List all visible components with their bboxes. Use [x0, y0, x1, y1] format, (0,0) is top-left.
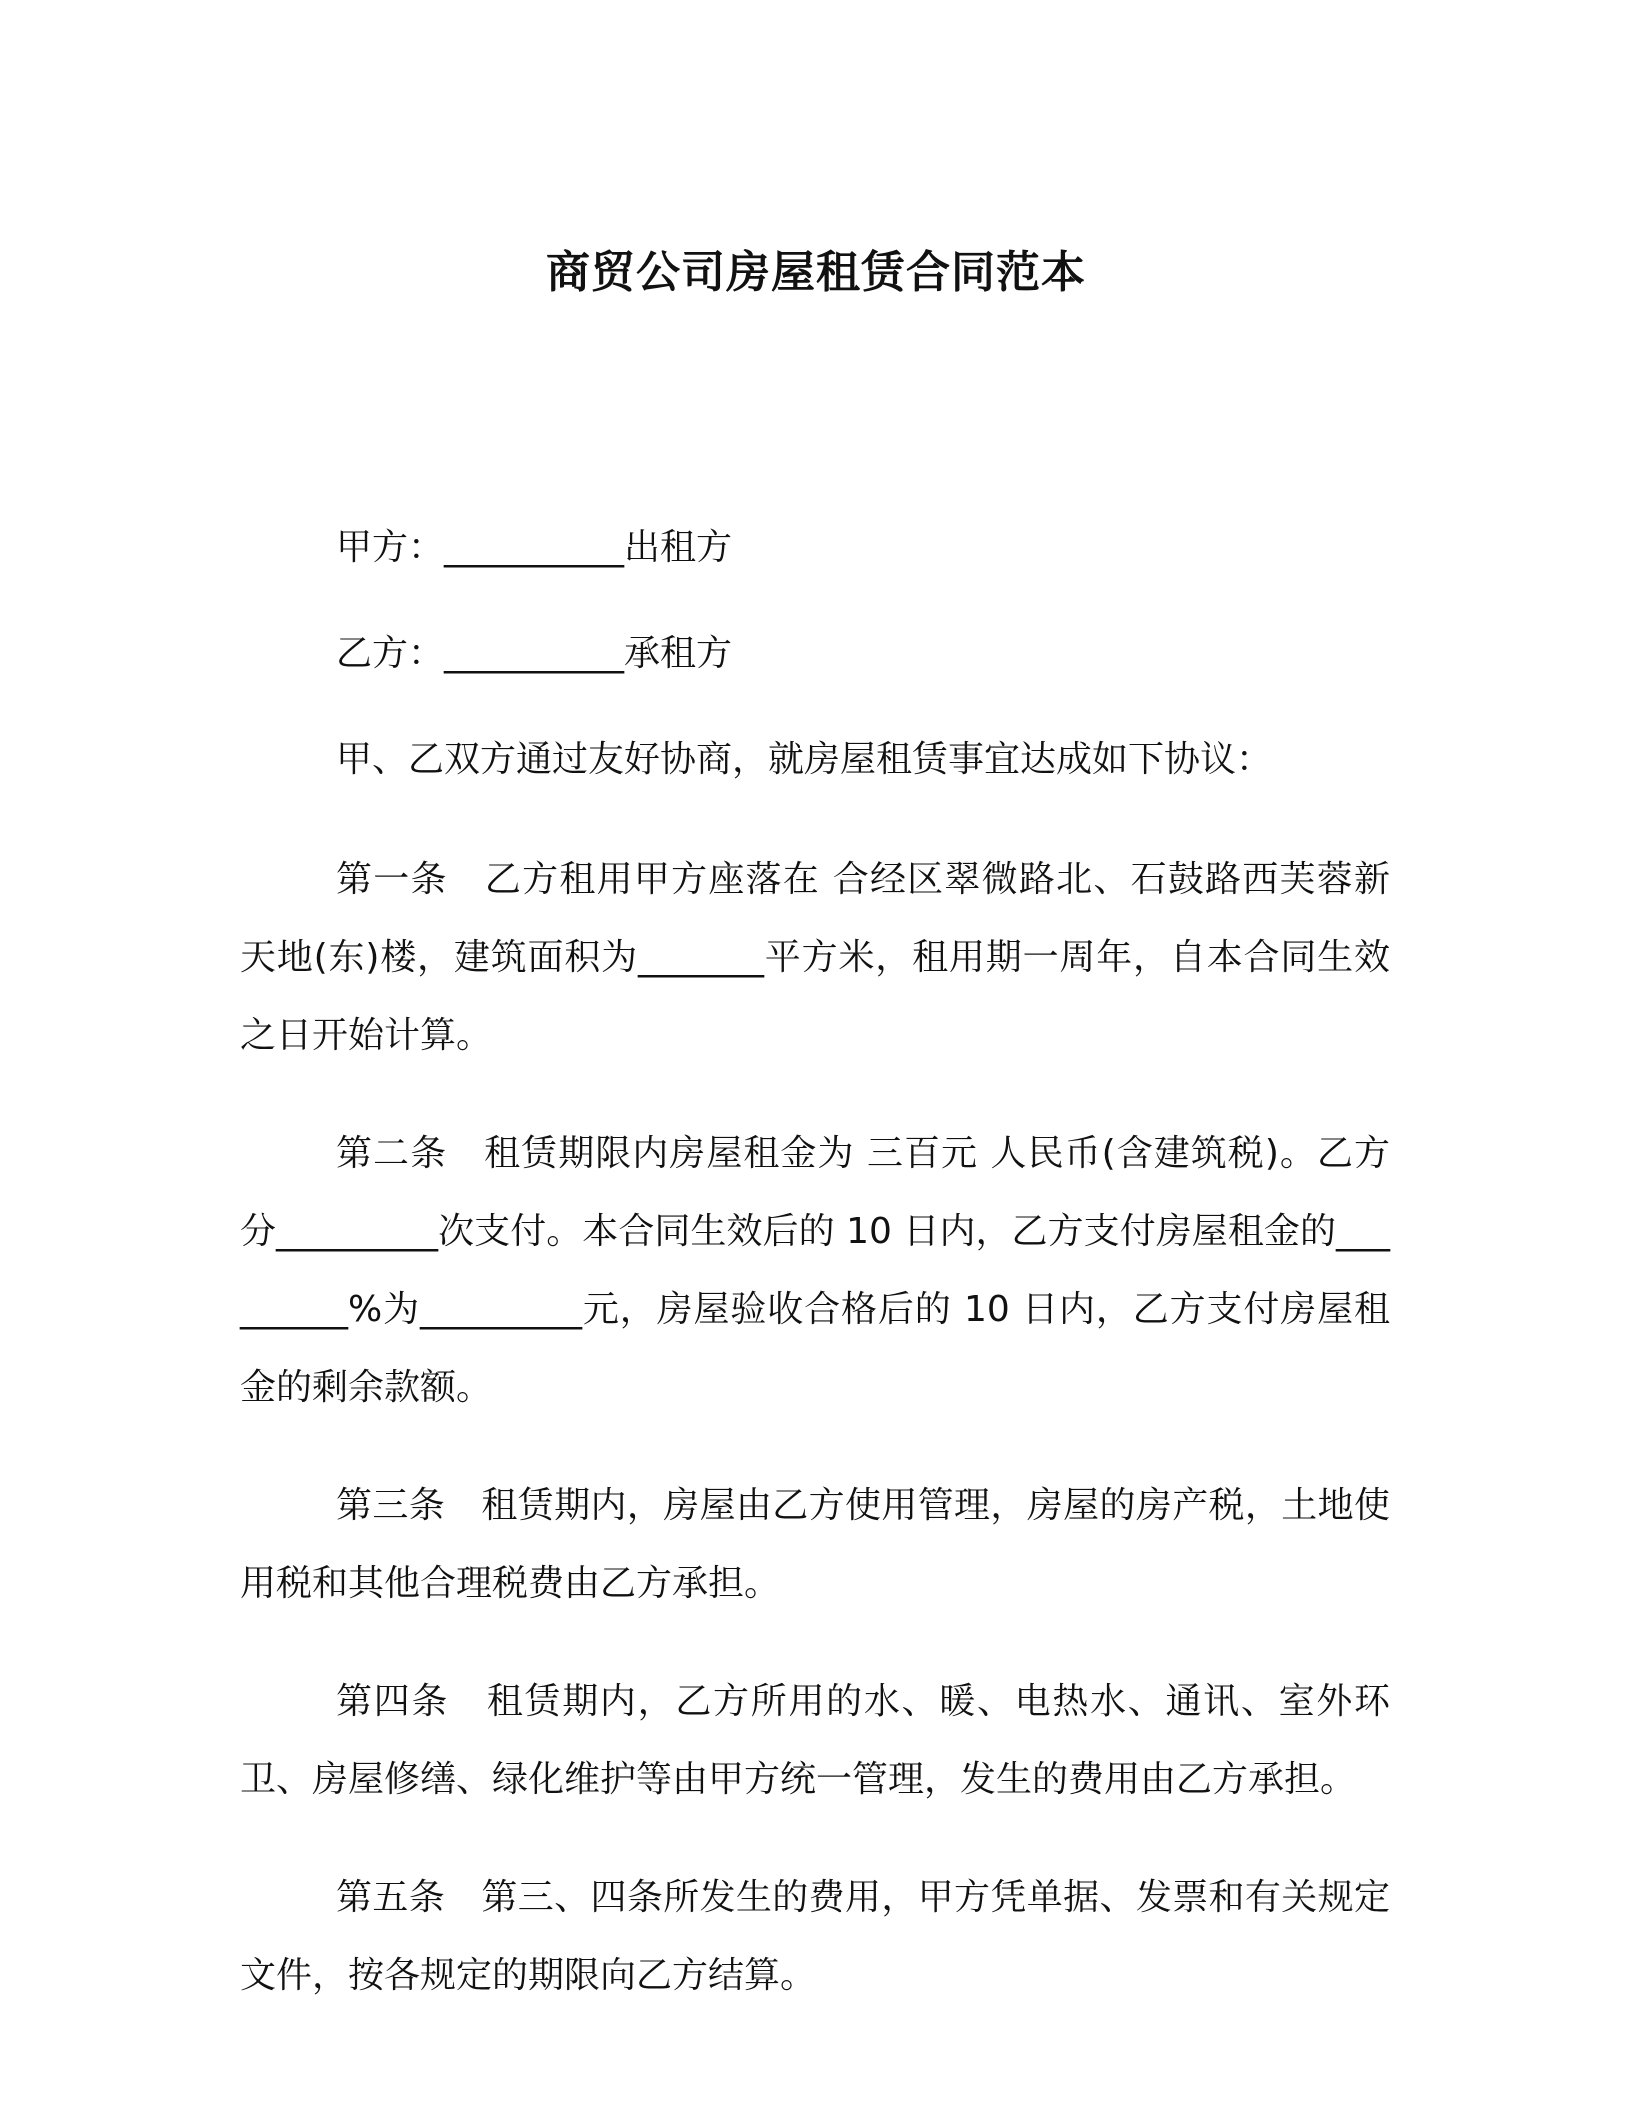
article-2: 第二条 租赁期限内房屋租金为 三百元 人民币(含建筑税)。乙方分_________次支付。本合同生效后的 10 日内，乙方支付房屋租金的_________%为_________元，房屋验收合格后的 10 日内，乙方支付房屋租金的剩余款额。 — [240, 1133, 1390, 1408]
document-body — [240, 495, 1390, 2015]
article-1: 第一条 乙方租用甲方座落在 合经区翠微路北、石鼓路西芙蓉新天地(东)楼，建筑面积为_______平方米，租用期一周年，自本合同生效之日开始计算。 — [240, 859, 1390, 1056]
intro-paragraph: 甲、乙双方通过友好协商，就房屋租赁事宜达成如下协议： — [336, 739, 1273, 780]
article-5: 第五条 第三、四条所发生的费用，甲方凭单据、发票和有关规定文件，按各规定的期限向乙方结算。 — [240, 1877, 1390, 1996]
article-4: 第四条 租赁期内，乙方所用的水、暖、电热水、通讯、室外环卫、房屋修缮、绿化维护等由甲方统一管理，发生的费用由乙方承担。 — [240, 1681, 1390, 1800]
party-a-line: 甲方：__________出租方 — [336, 527, 733, 568]
article-3: 第三条 租赁期内，房屋由乙方使用管理，房屋的房产税，土地使用税和其他合理税费由乙方承担。 — [240, 1485, 1390, 1604]
party-b-line: 乙方：__________承租方 — [336, 633, 733, 674]
document-title: 商贸公司房屋租赁合同范本 — [546, 247, 1086, 299]
